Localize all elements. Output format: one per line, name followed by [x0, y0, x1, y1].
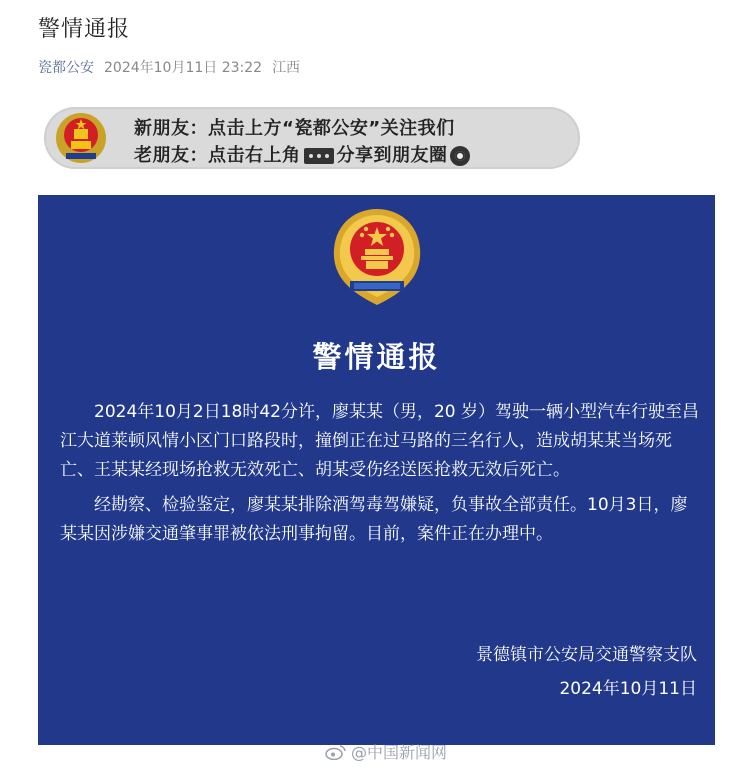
- notice-paragraph-1: 2024年10月2日18时42分许，廖某某（男，20 岁）驾驶一辆小型汽车行驶至昌江大道莱顿风情小区门口路段时，撞倒正在过马路的三名行人，造成胡某某当场死亡、王某某经现场抢救无效死亡、胡某受伤经送医抢救无效后死亡。: [60, 402, 700, 480]
- watermark-text: @中国新闻网: [351, 743, 448, 762]
- notice-heading: 警情通报: [312, 340, 441, 374]
- notice-date: 2024年10月11日: [559, 679, 697, 699]
- police-badge-icon: [328, 205, 426, 309]
- notice-paragraph-2: 经勘察、检验鉴定，廖某某排除酒驾毒驾嫌疑，负事故全部责任。10月3日，廖某某因涉嫌交通肇事罪被依法刑事拘留。目前，案件正在办理中。: [60, 495, 688, 544]
- notice-signature: 景德镇市公安局交通警察支队: [476, 645, 697, 665]
- publish-datetime: 2024年10月11日 23:22: [104, 60, 263, 76]
- banner-line2-prefix: 老朋友：点击右上角: [134, 145, 301, 166]
- account-name-link[interactable]: 瓷都公安: [38, 60, 94, 76]
- weibo-logo-icon: [325, 744, 347, 760]
- follow-banner: [44, 107, 580, 169]
- more-dots-icon: [304, 148, 334, 164]
- publish-location: 江西: [272, 60, 301, 76]
- moments-icon: [450, 146, 470, 166]
- notice-signature-block: [476, 638, 697, 706]
- watermark: [325, 740, 447, 763]
- banner-line2-suffix: 分享到朋友圈: [336, 145, 448, 166]
- police-emblem-icon: [54, 111, 108, 165]
- banner-line-old-friends: [134, 141, 470, 167]
- article-meta: [38, 57, 300, 77]
- article-title: 警情通报: [38, 17, 131, 42]
- banner-line-new-friends: 新朋友：点击上方“瓷都公安”关注我们: [134, 118, 455, 139]
- notice-body: [60, 398, 700, 549]
- police-notice-image: [38, 195, 715, 745]
